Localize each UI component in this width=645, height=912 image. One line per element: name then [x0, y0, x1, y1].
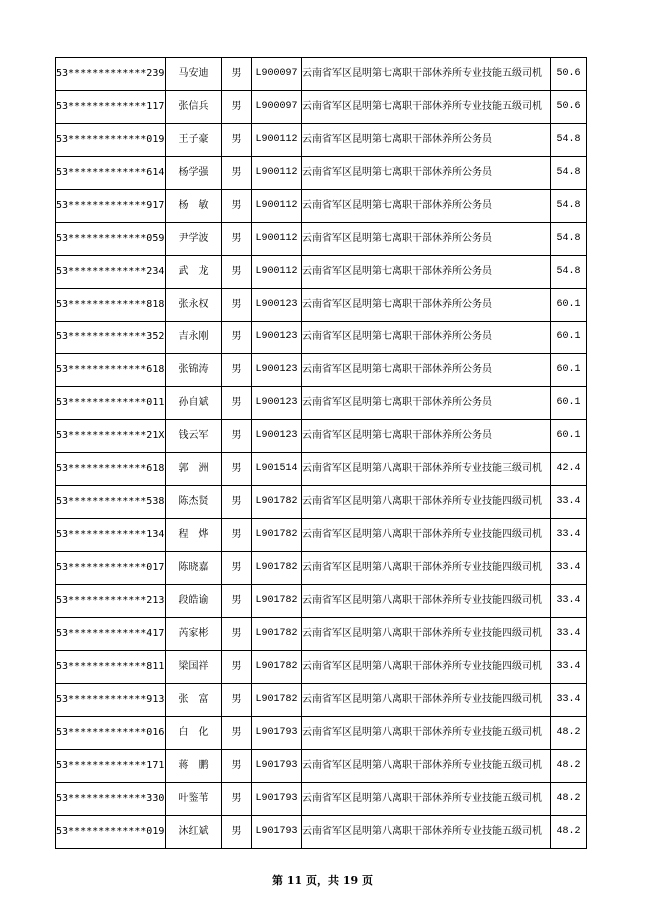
position-code-cell: L900097 — [252, 90, 302, 123]
score-cell: 60.1 — [551, 387, 587, 420]
table-row — [56, 585, 587, 618]
position-code-cell: L901782 — [252, 683, 302, 716]
position-code-cell: L901782 — [252, 552, 302, 585]
unit-position-cell: 云南省军区昆明第七离职干部休养所公务员 — [302, 222, 551, 255]
sex-cell: 男 — [222, 321, 252, 354]
score-cell: 60.1 — [551, 288, 587, 321]
name-cell: 梁国祥 — [166, 650, 222, 683]
position-code-cell: L900112 — [252, 189, 302, 222]
table-row — [56, 486, 587, 519]
name-cell: 陈杰贤 — [166, 486, 222, 519]
score-cell: 33.4 — [551, 486, 587, 519]
unit-position-cell: 云南省军区昆明第八离职干部休养所专业技能四级司机 — [302, 519, 551, 552]
id-number-cell: 53*************21X — [56, 420, 166, 453]
score-cell: 54.8 — [551, 156, 587, 189]
unit-position-cell: 云南省军区昆明第八离职干部休养所专业技能五级司机 — [302, 782, 551, 815]
score-cell: 33.4 — [551, 585, 587, 618]
name-cell: 钱云军 — [166, 420, 222, 453]
id-number-cell: 53*************538 — [56, 486, 166, 519]
table-row — [56, 288, 587, 321]
position-code-cell: L901793 — [252, 716, 302, 749]
position-code-cell: L900123 — [252, 321, 302, 354]
unit-position-cell: 云南省军区昆明第八离职干部休养所专业技能四级司机 — [302, 552, 551, 585]
unit-position-cell: 云南省军区昆明第八离职干部休养所专业技能四级司机 — [302, 585, 551, 618]
score-cell: 54.8 — [551, 189, 587, 222]
name-cell: 张 富 — [166, 683, 222, 716]
sex-cell: 男 — [222, 420, 252, 453]
position-code-cell: L900123 — [252, 387, 302, 420]
position-code-cell: L901514 — [252, 453, 302, 486]
id-number-cell: 53*************019 — [56, 123, 166, 156]
sex-cell: 男 — [222, 617, 252, 650]
table-row — [56, 222, 587, 255]
position-code-cell: L900112 — [252, 123, 302, 156]
unit-position-cell: 云南省军区昆明第八离职干部休养所专业技能五级司机 — [302, 815, 551, 848]
id-number-cell: 53*************618 — [56, 453, 166, 486]
position-code-cell: L900123 — [252, 288, 302, 321]
position-code-cell: L901782 — [252, 519, 302, 552]
unit-position-cell: 云南省军区昆明第八离职干部休养所专业技能四级司机 — [302, 650, 551, 683]
table-row — [56, 420, 587, 453]
table-row — [56, 156, 587, 189]
table-row — [56, 716, 587, 749]
position-code-cell: L901782 — [252, 585, 302, 618]
sex-cell: 男 — [222, 123, 252, 156]
score-cell: 33.4 — [551, 617, 587, 650]
name-cell: 程 烨 — [166, 519, 222, 552]
name-cell: 武 龙 — [166, 255, 222, 288]
roster-body — [56, 58, 587, 849]
score-cell: 60.1 — [551, 420, 587, 453]
position-code-cell: L901793 — [252, 782, 302, 815]
table-row — [56, 749, 587, 782]
name-cell: 沐红斌 — [166, 815, 222, 848]
score-cell: 50.6 — [551, 90, 587, 123]
name-cell: 尹学波 — [166, 222, 222, 255]
name-cell: 王子豪 — [166, 123, 222, 156]
name-cell: 张锦涛 — [166, 354, 222, 387]
table-row — [56, 815, 587, 848]
name-cell: 段皓谕 — [166, 585, 222, 618]
unit-position-cell: 云南省军区昆明第七离职干部休养所公务员 — [302, 354, 551, 387]
id-number-cell: 53*************818 — [56, 288, 166, 321]
sex-cell: 男 — [222, 650, 252, 683]
position-code-cell: L900112 — [252, 222, 302, 255]
id-number-cell: 53*************213 — [56, 585, 166, 618]
name-cell: 张信兵 — [166, 90, 222, 123]
unit-position-cell: 云南省军区昆明第八离职干部休养所专业技能五级司机 — [302, 749, 551, 782]
unit-position-cell: 云南省军区昆明第七离职干部休养所专业技能五级司机 — [302, 58, 551, 91]
score-cell: 60.1 — [551, 354, 587, 387]
table-row — [56, 453, 587, 486]
sex-cell: 男 — [222, 749, 252, 782]
name-cell: 陈晓嘉 — [166, 552, 222, 585]
position-code-cell: L900123 — [252, 354, 302, 387]
name-cell: 蒋 鹏 — [166, 749, 222, 782]
name-cell: 张永权 — [166, 288, 222, 321]
table-row — [56, 683, 587, 716]
sex-cell: 男 — [222, 552, 252, 585]
id-number-cell: 53*************016 — [56, 716, 166, 749]
id-number-cell: 53*************417 — [56, 617, 166, 650]
name-cell: 郭 洲 — [166, 453, 222, 486]
position-code-cell: L900112 — [252, 255, 302, 288]
score-cell: 33.4 — [551, 519, 587, 552]
table-row — [56, 650, 587, 683]
score-cell: 33.4 — [551, 552, 587, 585]
sex-cell: 男 — [222, 486, 252, 519]
sex-cell: 男 — [222, 519, 252, 552]
score-cell: 33.4 — [551, 683, 587, 716]
sex-cell: 男 — [222, 453, 252, 486]
id-number-cell: 53*************234 — [56, 255, 166, 288]
unit-position-cell: 云南省军区昆明第八离职干部休养所专业技能四级司机 — [302, 486, 551, 519]
table-row — [56, 123, 587, 156]
sex-cell: 男 — [222, 222, 252, 255]
id-number-cell: 53*************117 — [56, 90, 166, 123]
score-cell: 42.4 — [551, 453, 587, 486]
id-number-cell: 53*************059 — [56, 222, 166, 255]
name-cell: 吉永刚 — [166, 321, 222, 354]
id-number-cell: 53*************913 — [56, 683, 166, 716]
roster-table — [55, 57, 587, 849]
score-cell: 48.2 — [551, 782, 587, 815]
table-row — [56, 90, 587, 123]
table-row — [56, 782, 587, 815]
sex-cell: 男 — [222, 716, 252, 749]
id-number-cell: 53*************352 — [56, 321, 166, 354]
name-cell: 杨 敏 — [166, 189, 222, 222]
position-code-cell: L901782 — [252, 617, 302, 650]
position-code-cell: L901793 — [252, 749, 302, 782]
sex-cell: 男 — [222, 156, 252, 189]
unit-position-cell: 云南省军区昆明第八离职干部休养所专业技能五级司机 — [302, 716, 551, 749]
sex-cell: 男 — [222, 58, 252, 91]
id-number-cell: 53*************239 — [56, 58, 166, 91]
id-number-cell: 53*************134 — [56, 519, 166, 552]
score-cell: 48.2 — [551, 749, 587, 782]
sex-cell: 男 — [222, 288, 252, 321]
unit-position-cell: 云南省军区昆明第七离职干部休养所公务员 — [302, 123, 551, 156]
unit-position-cell: 云南省军区昆明第七离职干部休养所公务员 — [302, 321, 551, 354]
name-cell: 叶鉴苇 — [166, 782, 222, 815]
table-row — [56, 189, 587, 222]
id-number-cell: 53*************618 — [56, 354, 166, 387]
position-code-cell: L901782 — [252, 486, 302, 519]
score-cell: 48.2 — [551, 815, 587, 848]
score-cell: 33.4 — [551, 650, 587, 683]
unit-position-cell: 云南省军区昆明第八离职干部休养所专业技能三级司机 — [302, 453, 551, 486]
sex-cell: 男 — [222, 387, 252, 420]
unit-position-cell: 云南省军区昆明第七离职干部休养所公务员 — [302, 255, 551, 288]
id-number-cell: 53*************019 — [56, 815, 166, 848]
page-footer: 第 11 页，共 19 页 — [272, 874, 373, 887]
sex-cell: 男 — [222, 354, 252, 387]
score-cell: 54.8 — [551, 255, 587, 288]
table-row — [56, 255, 587, 288]
unit-position-cell: 云南省军区昆明第八离职干部休养所专业技能四级司机 — [302, 617, 551, 650]
table-row — [56, 387, 587, 420]
table-row — [56, 354, 587, 387]
position-code-cell: L900097 — [252, 58, 302, 91]
id-number-cell: 53*************330 — [56, 782, 166, 815]
id-number-cell: 53*************811 — [56, 650, 166, 683]
unit-position-cell: 云南省军区昆明第七离职干部休养所公务员 — [302, 156, 551, 189]
name-cell: 芮家彬 — [166, 617, 222, 650]
sex-cell: 男 — [222, 255, 252, 288]
sex-cell: 男 — [222, 585, 252, 618]
unit-position-cell: 云南省军区昆明第七离职干部休养所公务员 — [302, 189, 551, 222]
table-row — [56, 617, 587, 650]
table-row — [56, 58, 587, 91]
unit-position-cell: 云南省军区昆明第七离职干部休养所公务员 — [302, 288, 551, 321]
position-code-cell: L901793 — [252, 815, 302, 848]
table-row — [56, 552, 587, 585]
id-number-cell: 53*************017 — [56, 552, 166, 585]
name-cell: 白 化 — [166, 716, 222, 749]
score-cell: 54.8 — [551, 222, 587, 255]
id-number-cell: 53*************614 — [56, 156, 166, 189]
table-row — [56, 519, 587, 552]
id-number-cell: 53*************011 — [56, 387, 166, 420]
id-number-cell: 53*************917 — [56, 189, 166, 222]
score-cell: 54.8 — [551, 123, 587, 156]
score-cell: 48.2 — [551, 716, 587, 749]
name-cell: 孙自斌 — [166, 387, 222, 420]
position-code-cell: L901782 — [252, 650, 302, 683]
table-row — [56, 321, 587, 354]
sex-cell: 男 — [222, 782, 252, 815]
sex-cell: 男 — [222, 189, 252, 222]
score-cell: 60.1 — [551, 321, 587, 354]
sex-cell: 男 — [222, 683, 252, 716]
unit-position-cell: 云南省军区昆明第七离职干部休养所公务员 — [302, 420, 551, 453]
name-cell: 马安迪 — [166, 58, 222, 91]
name-cell: 杨学强 — [166, 156, 222, 189]
score-cell: 50.6 — [551, 58, 587, 91]
position-code-cell: L900123 — [252, 420, 302, 453]
position-code-cell: L900112 — [252, 156, 302, 189]
id-number-cell: 53*************171 — [56, 749, 166, 782]
sex-cell: 男 — [222, 815, 252, 848]
unit-position-cell: 云南省军区昆明第七离职干部休养所专业技能五级司机 — [302, 90, 551, 123]
sex-cell: 男 — [222, 90, 252, 123]
unit-position-cell: 云南省军区昆明第八离职干部休养所专业技能四级司机 — [302, 683, 551, 716]
unit-position-cell: 云南省军区昆明第七离职干部休养所公务员 — [302, 387, 551, 420]
